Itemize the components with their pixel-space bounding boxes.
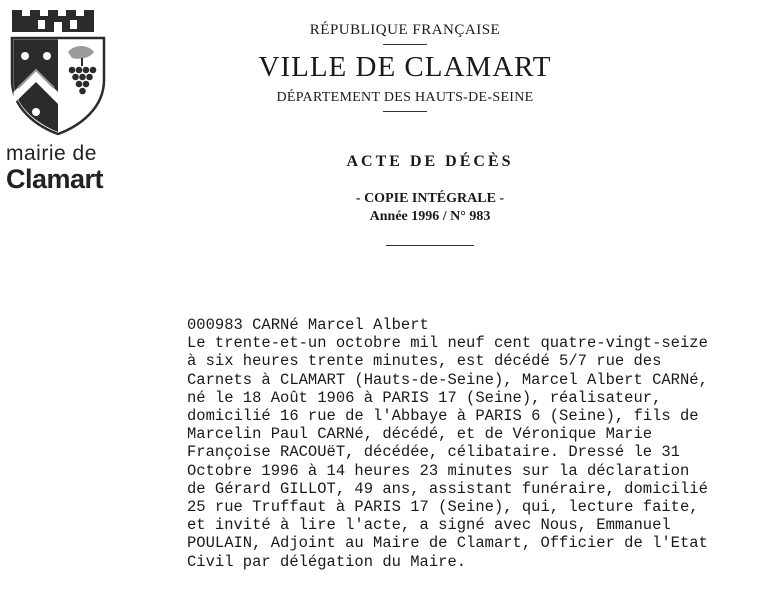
shield-icon [8,8,108,138]
body-line: POULAIN, Adjoint au Maire de Clamart, Officier de l'Etat [187,534,708,553]
body-line: de Gérard GILLOT, 49 ans, assistant funéraire, domicilié [187,479,708,498]
body-line: Carnets à CLAMART (Hauts-de-Seine), Marcel Albert CARNé, [187,370,708,389]
body-line: Le trente-et-un octobre mil neuf cent quatre-vingt-seize [187,334,708,353]
header-rule-bottom [383,111,427,112]
mairie-de-label: mairie de [6,142,97,165]
clamart-label: Clamart [6,164,104,194]
ville-title: VILLE DE CLAMART [258,51,552,83]
body-line: et invité à lire l'acte, a signé avec Nous, Emmanuel [187,516,671,535]
mairie-wordmark [6,143,126,193]
body-line: à six heures trente minutes, est décédé 5/7 rue des [187,352,662,371]
acte-de-deces-title: ACTE DE DÉCÈS [346,153,514,170]
header-rule-top [383,44,427,45]
body-line: 25 rue Truffaut à PARIS 17 (Seine), qui, lecture faite, [187,498,699,517]
body-line: domicilié 16 rue de l'Abbaye à PARIS 6 (Seine), fils de [187,407,699,426]
body-line: Octobre 1996 à 14 heures 23 minutes sur la déclaration [187,461,690,480]
body-line: Françoise RACOUëT, décédée, célibataire. Dressé le 31 [187,443,680,462]
year-number-label: Année 1996 / N° 983 [369,209,491,224]
body-line: Civil par délégation du Maire. [187,552,467,571]
departement-label: DÉPARTEMENT DES HAUTS-DE-SEINE [276,90,534,105]
act-body-text [187,316,777,571]
clamart-coat-of-arms [8,8,108,138]
body-line: Marcelin Paul CARNé, décédé, et de Véronique Marie [187,425,653,444]
document-header [200,20,610,118]
body-line: né le 18 Août 1906 à PARIS 17 (Seine), réalisateur, [187,388,662,407]
title-rule [386,245,474,246]
copie-integrale-label: - COPIE INTÉGRALE - [355,191,505,206]
republique-francaise: RÉPUBLIQUE FRANÇAISE [309,22,501,38]
body-line: 000983 CARNé Marcel Albert [187,316,429,334]
act-title-block [300,153,560,246]
